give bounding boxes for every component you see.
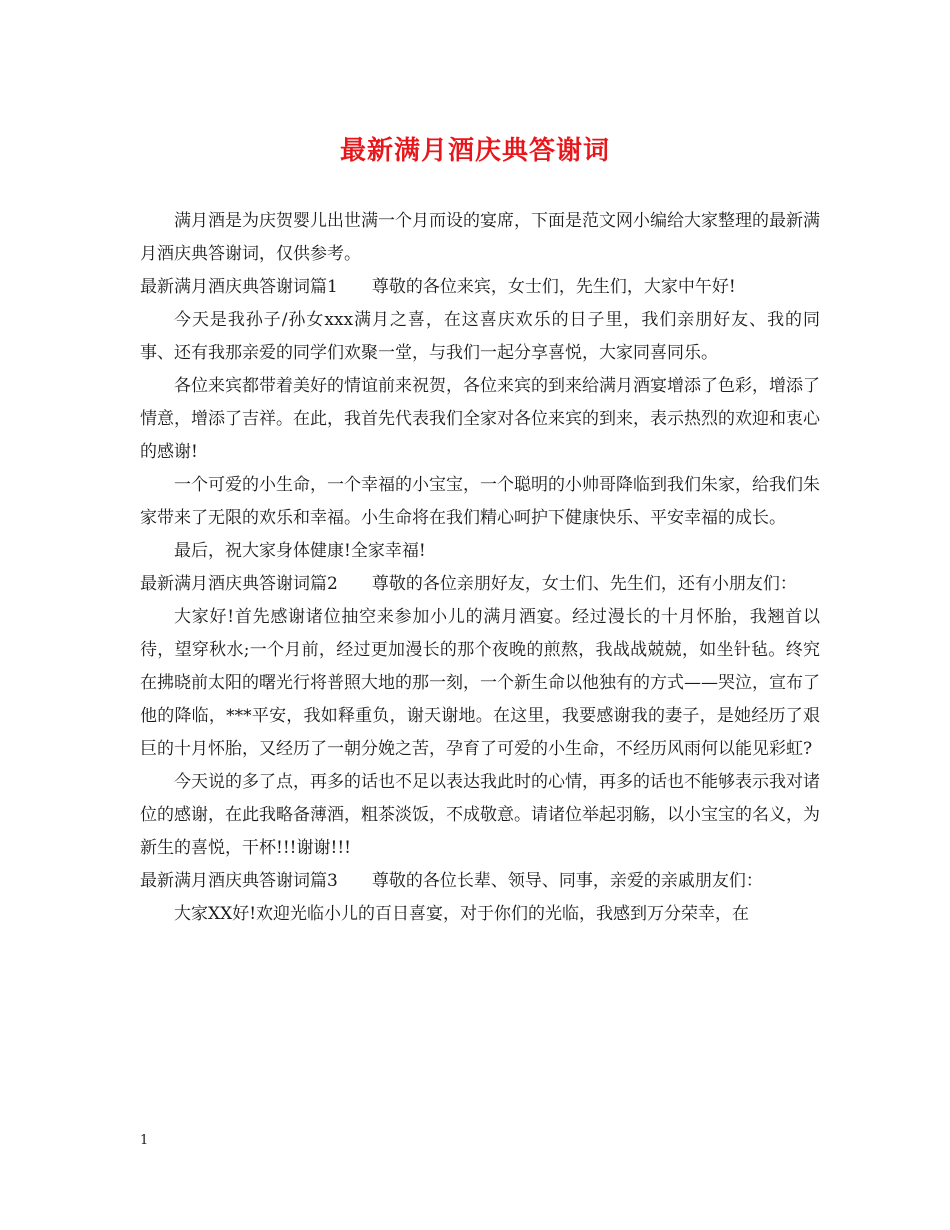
paragraph: 最后，祝大家身体健康!全家幸福! [174, 541, 426, 561]
paragraph: 大家好!首先感谢诸位抽空来参加小儿的满月酒宴。经过漫长的十月怀胎，我翘首以待，望穿秋水;一个月前，经过更加漫长的那个夜晚的煎熬，我战战兢兢，如坐针毡。终究在拂晓前太阳的曙光行将普照大地的那一刻，一个新生命以他独有的方式——哭泣，宣布了他的降临，***平安，我如释重负，谢天谢地。在这里，我要感谢我的妻子，是她经历了艰巨的十月怀胎，又经历了一朝分娩之苦，孕育了可爱的小生命，不经历风雨何以能见彩虹? [140, 607, 820, 759]
page-number: 1 [140, 1133, 149, 1148]
paragraph: 大家XX好!欢迎光临小儿的百日喜宴，对于你们的光临，我感到万分荣幸，在 [174, 904, 750, 924]
paragraph: 各位来宾都带着美好的情谊前来祝贺，各位来宾的到来给满月酒宴增添了色彩，增添了情意，增添了吉祥。在此，我首先代表我们全家对各位来宾的到来，表示热烈的欢迎和衷心的感谢! [140, 376, 820, 462]
paragraph-section-2-heading: 最新满月酒庆典答谢词篇2 尊敬的各位亲朋好友，女士们、先生们，还有小朋友们： [140, 574, 797, 594]
paragraph-section-3-heading: 最新满月酒庆典答谢词篇3 尊敬的各位长辈、领导、同事，亲爱的亲戚朋友们： [140, 871, 763, 891]
paragraph: 一个可爱的小生命，一个幸福的小宝宝，一个聪明的小帅哥降临到我们朱家，给我们朱家带来了无限的欢乐和幸福。小生命将在我们精心呵护下健康快乐、平安幸福的成长。 [140, 475, 820, 528]
paragraph: 今天是我孙子/孙女xxx满月之喜，在这喜庆欢乐的日子里，我们亲朋好友、我的同事、还有我那亲爱的同学们欢聚一堂，与我们一起分享喜悦，大家同喜同乐。 [140, 310, 820, 363]
paragraph: 今天说的多了点，再多的话也不足以表达我此时的心情，再多的话也不能够表示我对诸位的感谢，在此我略备薄酒，粗茶淡饭，不成敬意。请诸位举起羽觞，以小宝宝的名义，为新生的喜悦，干杯!!!谢谢!!! [140, 772, 820, 858]
document-title: 最新满月酒庆典答谢词 [339, 136, 610, 166]
document-body [140, 205, 820, 931]
paragraph-section-1-heading: 最新满月酒庆典答谢词篇1 尊敬的各位来宾，女士们，先生们，大家中午好! [140, 277, 736, 297]
paragraph-intro: 满月酒是为庆贺婴儿出世满一个月而设的宴席，下面是范文网小编给大家整理的最新满月酒庆典答谢词，仅供参考。 [140, 211, 820, 264]
